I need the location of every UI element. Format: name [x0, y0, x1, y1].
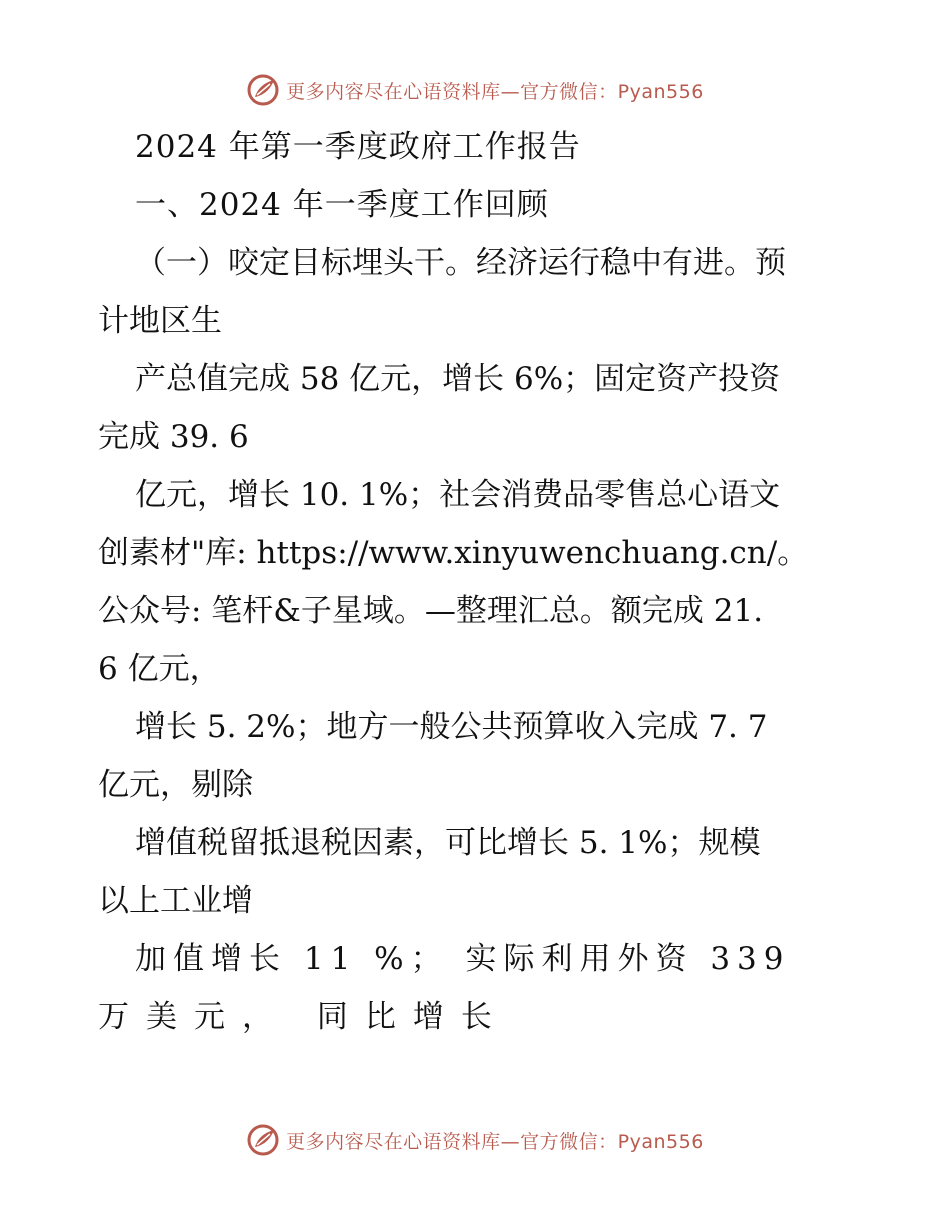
- document-body: [98, 118, 858, 1046]
- leaf-logo-icon: [246, 1123, 280, 1157]
- paragraph-line: （一）咬定目标埋头干。经济运行稳中有进。预: [135, 245, 786, 281]
- paragraph-line: 加值增长 11 %； 实际利用外资 339: [135, 941, 791, 977]
- section-heading: 一、2024 年一季度工作回顾: [135, 187, 549, 223]
- header-watermark: [0, 70, 950, 110]
- paragraph-line: 公众号: 笔杆&子星域。—整理汇总。额完成 21.: [98, 593, 764, 629]
- paragraph-line: 增长 5. 2%；地方一般公共预算收入完成 7. 7: [135, 709, 768, 745]
- paragraph-line: 亿元，剔除: [98, 767, 253, 803]
- paragraph-line: 产总值完成 58 亿元，增长 6%；固定资产投资: [135, 361, 781, 397]
- paragraph-line: 6 亿元，: [98, 651, 221, 687]
- paragraph-line: 创素材"库: https://www.xinyuwenchuang.cn/。: [98, 535, 809, 571]
- leaf-logo-icon: [246, 73, 280, 107]
- paragraph-line: 完成 39. 6: [98, 419, 249, 455]
- paragraph-line: 万美元， 同比增长: [98, 999, 509, 1035]
- paragraph-line: 增值税留抵退税因素，可比增长 5. 1%；规模: [135, 825, 761, 861]
- document-title: 2024 年第一季度政府工作报告: [135, 129, 581, 165]
- paragraph-line: 亿元，增长 10. 1%；社会消费品零售总心语文: [135, 477, 781, 513]
- watermark-text: 更多内容尽在心语资料库—官方微信：Pyan556: [286, 1130, 704, 1153]
- footer-watermark: [0, 1120, 950, 1160]
- paragraph-line: 以上工业增: [98, 883, 253, 919]
- watermark-text: 更多内容尽在心语资料库—官方微信：Pyan556: [286, 80, 704, 103]
- paragraph-line: 计地区生: [98, 303, 222, 339]
